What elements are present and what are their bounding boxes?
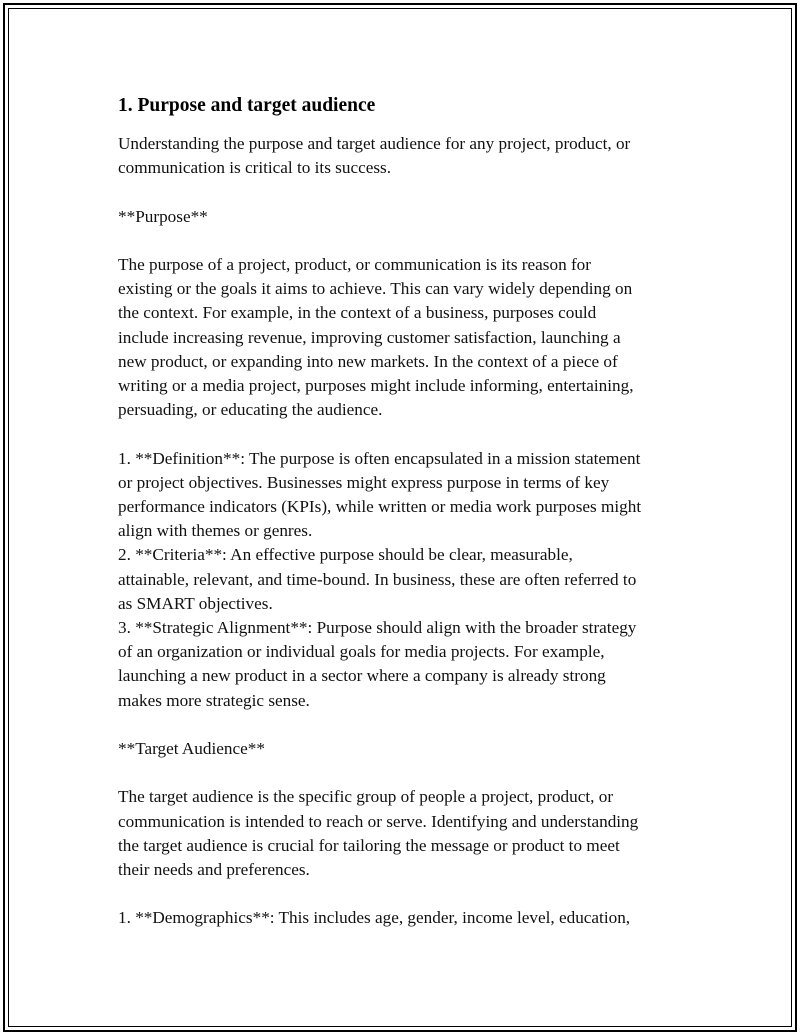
purpose-heading: **Purpose** <box>118 206 208 226</box>
audience-item-demographics: 1. **Demographics**: This includes age, gender, income level, education, <box>118 908 631 928</box>
spacer <box>118 180 688 204</box>
spacer <box>118 229 688 253</box>
spacer <box>118 713 688 737</box>
purpose-paragraph: The purpose of a project, product, or communication is its reason for existing or the goals it aims to achieve. This can vary widely depending on the context. For example, in the context of a business, purposes could include increasing revenue, improving customer satisfaction, launching a new product, or expanding into new markets. In the context of a piece of writing or a media project, purposes might include informing, entertaining, persuading, or educating the audience. <box>118 254 634 420</box>
audience-heading: **Target Audience** <box>118 739 265 759</box>
spacer <box>118 882 688 906</box>
spacer <box>118 422 688 446</box>
section-heading: 1. Purpose and target audience <box>118 95 376 116</box>
purpose-item-criteria: 2. **Criteria**: An effective purpose should be clear, measurable, attainable, relevant, and time-bound. In business, these are often referred to as SMART objectives. <box>118 545 637 613</box>
purpose-item-strategic-alignment: 3. **Strategic Alignment**: Purpose should align with the broader strategy of an organization or individual goals for media projects. For example, launching a new product in a sector where a company is already strong makes more strategic sense. <box>118 618 637 710</box>
purpose-item-definition: 1. **Definition**: The purpose is often encapsulated in a mission statement or project objectives. Businesses might express purpose in terms of key performance indicators (KPIs), while written or media work purposes might align with themes or genres. <box>118 448 642 541</box>
intro-paragraph: Understanding the purpose and target audience for any project, product, or communication is critical to its success. <box>118 134 631 178</box>
spacer <box>118 761 688 785</box>
audience-paragraph: The target audience is the specific group of people a project, product, or communication is intended to reach or serve. Identifying and understanding the target audience is crucial for tailoring the message or product to meet their needs and preferences. <box>118 787 639 880</box>
document-body <box>118 94 688 931</box>
